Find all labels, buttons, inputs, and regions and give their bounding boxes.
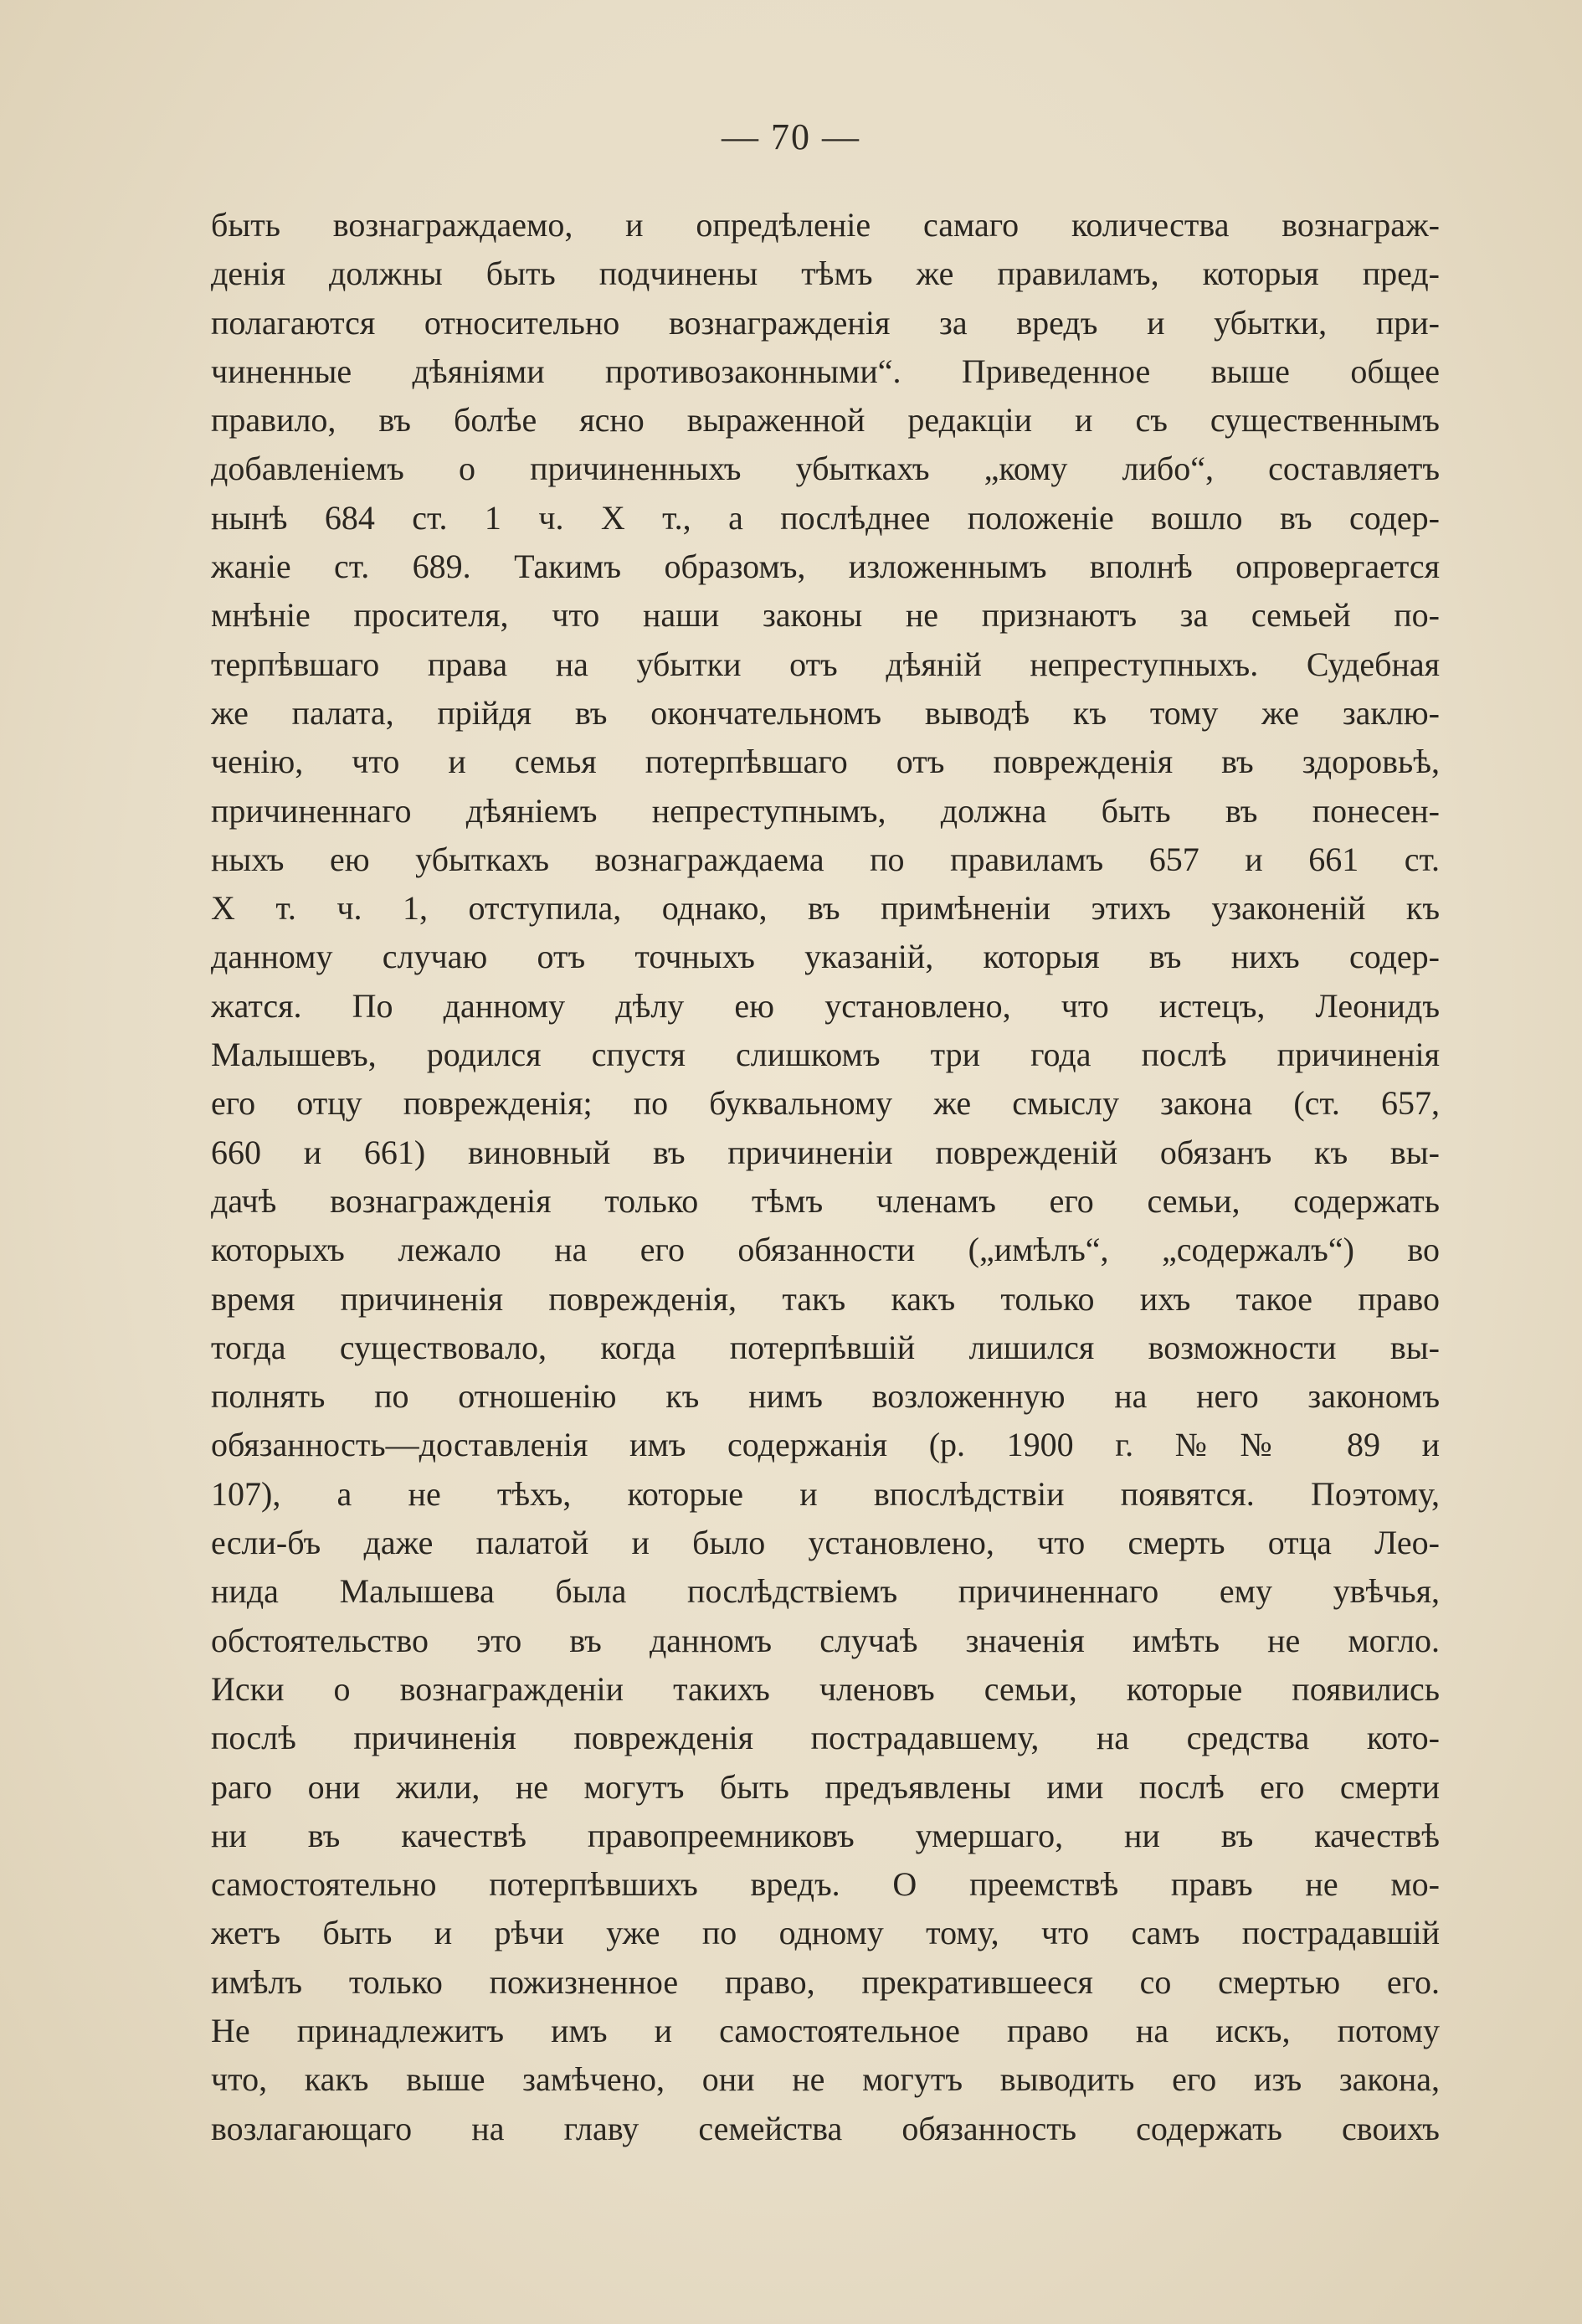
text-line: если-бъ даже палатой и было установлено, что смерть отца Лео-	[211, 1524, 1440, 1562]
text-line: причиненнаго дѣяніемъ непреступнымъ, должна быть въ понесен-	[211, 791, 1440, 830]
text-line: X т. ч. 1, отступила, однако, въ примѣненіи этихъ узаконеній къ	[211, 889, 1440, 928]
text-line: Не принадлежитъ имъ и самостоятельное право на искъ, потому	[211, 2011, 1440, 2049]
text-line: данному случаю отъ точныхъ указаній, которыя въ нихъ содер-	[211, 938, 1440, 976]
text-line: нида Малышева была послѣдствіемъ причиненнаго ему увѣчья,	[211, 1572, 1440, 1611]
text-line: имѣлъ только пожизненное право, прекратившееся со смертью его.	[211, 1962, 1440, 2001]
text-line: тогда существовало, когда потерпѣвшій лишился возможности вы-	[211, 1328, 1440, 1366]
text-line: быть вознаграждаемо, и опредѣленіе самаго количества вознаграж-	[211, 206, 1440, 244]
text-line: добавленіемъ о причиненныхъ убыткахъ „кому либо“, составляетъ	[211, 450, 1440, 488]
text-line: жатся. По данному дѣлу ею установлено, что истецъ, Леонидъ	[211, 986, 1440, 1025]
text-line: ченію, что и семья потерпѣвшаго отъ поврежденія въ здоровьѣ,	[211, 743, 1440, 781]
text-line: что, какъ выше замѣчено, они не могутъ выводить его изъ закона,	[211, 2060, 1440, 2099]
text-line: терпѣвшаго права на убытки отъ дѣяній непреступныхъ. Судебная	[211, 645, 1440, 683]
text-line: нынѣ 684 ст. 1 ч. X т., а послѣднее положеніе вошло въ содер-	[211, 498, 1440, 537]
text-line: Малышевъ, родился спустя слишкомъ три года послѣ причиненія	[211, 1036, 1440, 1074]
text-line: ни въ качествѣ правопреемниковъ умершаго, ни въ качествѣ	[211, 1816, 1440, 1854]
body-text	[211, 201, 1440, 2153]
text-line: полагаются относительно вознагражденія за вредъ и убытки, при-	[211, 303, 1440, 342]
text-line: правило, въ болѣе ясно выраженной редакціи и съ существеннымъ	[211, 401, 1440, 440]
text-line: жетъ быть и рѣчи уже по одному тому, что самъ пострадавшій	[211, 1914, 1440, 1952]
text-line: чиненные дѣяніями противозаконными“. Приведенное выше общее	[211, 352, 1440, 390]
text-line: денія должны быть подчинены тѣмъ же правиламъ, которыя пред-	[211, 255, 1440, 293]
page-number: — 70 —	[722, 116, 860, 157]
text-line: послѣ причиненія поврежденія пострадавшему, на средства кото-	[211, 1719, 1440, 1757]
text-line: мнѣніе просителя, что наши законы не признаютъ за семьей по-	[211, 596, 1440, 635]
text-line: Иски о вознагражденіи такихъ членовъ семьи, которые появились	[211, 1669, 1440, 1708]
text-line: же палата, прійдя въ окончательномъ выводѣ къ тому же заклю-	[211, 693, 1440, 732]
text-line: жаніе ст. 689. Такимъ образомъ, изложеннымъ вполнѣ опровергается	[211, 548, 1440, 586]
text-line: его отцу поврежденія; по буквальному же смыслу закона (ст. 657,	[211, 1084, 1440, 1123]
text-line: которыхъ лежало на его обязанности („имѣлъ“, „содержалъ“) во	[211, 1231, 1440, 1269]
text-line: время причиненія поврежденія, такъ какъ только ихъ такое право	[211, 1279, 1440, 1318]
text-line: обязанность—доставленія имъ содержанія (р. 1900 г. №№ 89 и	[211, 1426, 1440, 1464]
text-line: полнять по отношенію къ нимъ возложенную на него закономъ	[211, 1377, 1440, 1416]
text-line: ныхъ ею убыткахъ вознаграждаема по правиламъ 657 и 661 ст.	[211, 840, 1440, 878]
text-line: обстоятельство это въ данномъ случаѣ значенія имѣть не могло.	[211, 1621, 1440, 1659]
text-line: самостоятельно потерпѣвшихъ вредъ. О преемствѣ правъ не мо-	[211, 1865, 1440, 1904]
text-line: раго они жили, не могутъ быть предъявлены ими послѣ его смерти	[211, 1767, 1440, 1806]
text-line: дачѣ вознагражденія только тѣмъ членамъ его семьи, содержать	[211, 1181, 1440, 1220]
text-line: возлагающаго на главу семейства обязанность содержать своихъ	[211, 2109, 1440, 2147]
text-line: 107), а не тѣхъ, которые и впослѣдствіи появятся. Поэтому,	[211, 1474, 1440, 1513]
text-line: 660 и 661) виновный въ причиненіи поврежденій обязанъ къ вы-	[211, 1133, 1440, 1171]
